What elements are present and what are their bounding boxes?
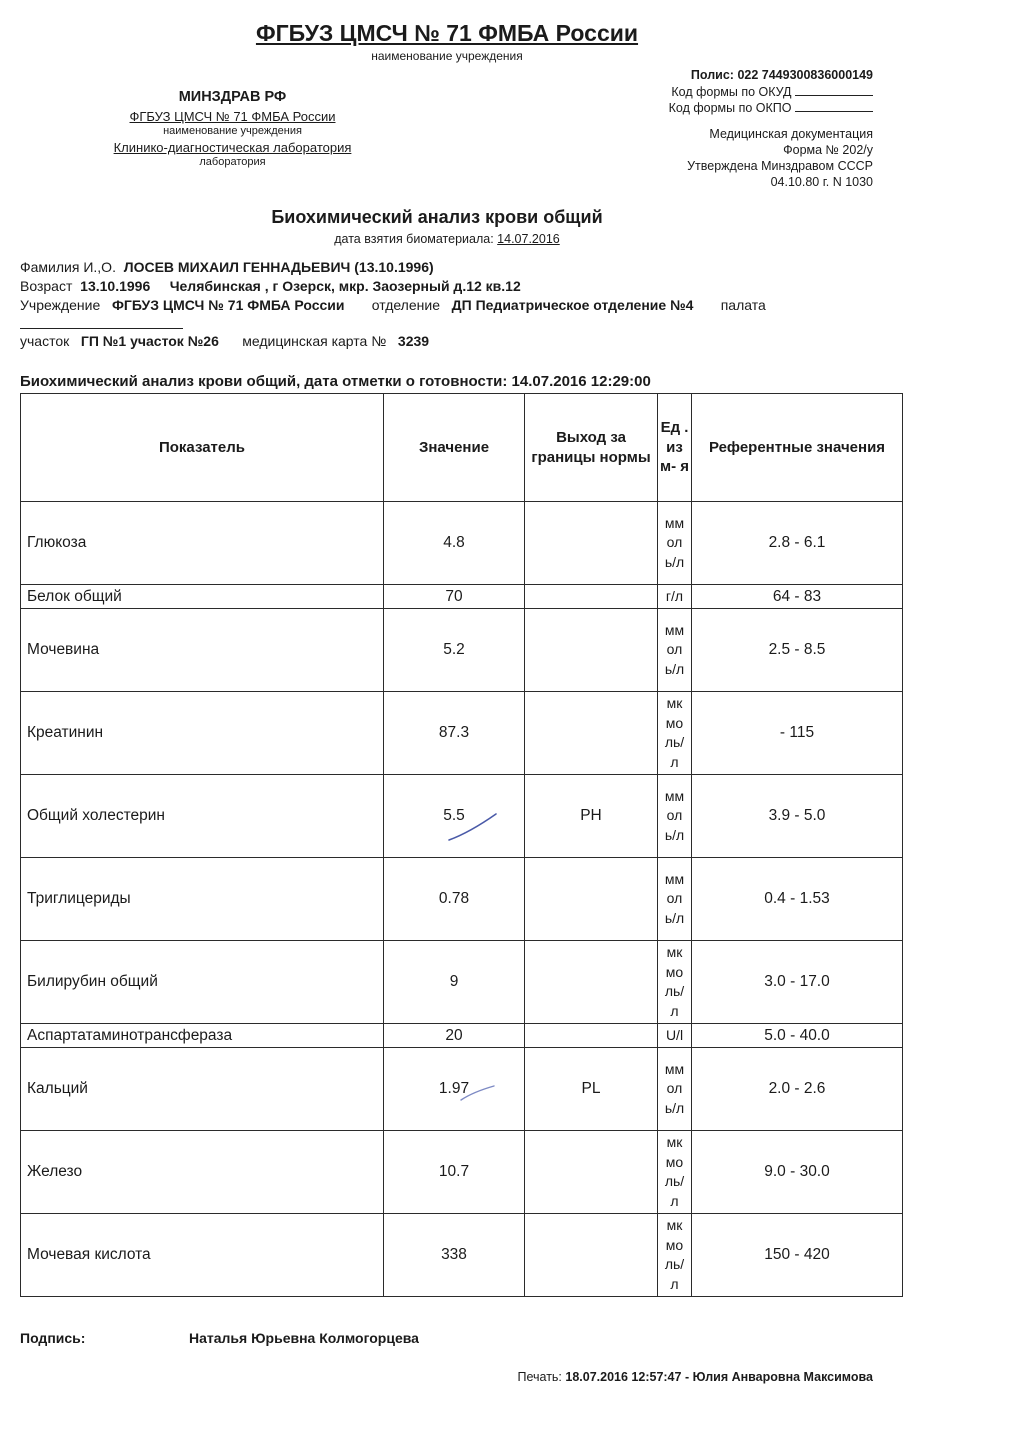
param-ref: 64 - 83 bbox=[692, 585, 903, 609]
param-unit: мк мо ль/ л bbox=[658, 941, 692, 1024]
param-value: 5.5 bbox=[384, 775, 525, 858]
param-ref: 150 - 420 bbox=[692, 1214, 903, 1297]
table-row bbox=[21, 692, 903, 775]
param-flag bbox=[525, 502, 658, 585]
param-value: 0.78 bbox=[384, 858, 525, 941]
district-line bbox=[20, 333, 429, 349]
patient-age-line bbox=[20, 278, 521, 294]
org-name-caption: наименование учреждения bbox=[163, 125, 302, 137]
param-value: 20 bbox=[384, 1024, 525, 1048]
document-title: Биохимический анализ крови общий bbox=[271, 207, 603, 227]
med-doc-label: Медицинская документация bbox=[709, 127, 873, 141]
institution-line bbox=[20, 297, 766, 313]
card-label: медицинская карта № bbox=[242, 333, 387, 349]
patient-name: ЛОСЕВ МИХАИЛ ГЕННАДЬЕВИЧ (13.10.1996) bbox=[123, 259, 434, 275]
lab-name: Клинико-диагностическая лаборатория bbox=[113, 140, 352, 155]
patient-age: 13.10.1996 bbox=[80, 278, 151, 294]
okpo-label: Код формы по ОКПО bbox=[668, 101, 792, 115]
header-unit: Ед . из м- я bbox=[658, 394, 692, 502]
param-name: Глюкоза bbox=[21, 502, 384, 585]
policy-line bbox=[691, 68, 873, 82]
param-unit: мм ол ь/л bbox=[658, 609, 692, 692]
policy-label: Полис: bbox=[690, 68, 734, 82]
param-name: Триглицериды bbox=[21, 858, 384, 941]
sample-date-line bbox=[0, 232, 894, 246]
param-name: Кальций bbox=[21, 1048, 384, 1131]
table-row bbox=[21, 1131, 903, 1214]
param-ref: 5.0 - 40.0 bbox=[692, 1024, 903, 1048]
param-flag: PH bbox=[525, 775, 658, 858]
param-flag: PL bbox=[525, 1048, 658, 1131]
institution-label: Учреждение bbox=[20, 297, 101, 313]
param-unit: мк мо ль/ л bbox=[658, 692, 692, 775]
param-value: 9 bbox=[384, 941, 525, 1024]
lab-caption: лаборатория bbox=[199, 156, 266, 168]
param-name: Железо bbox=[21, 1131, 384, 1214]
param-ref: - 115 bbox=[692, 692, 903, 775]
header-value: Значение bbox=[384, 394, 525, 502]
patient-address: Челябинская , г Озерск, мкр. Заозерный д.12 кв.12 bbox=[169, 278, 521, 294]
param-flag bbox=[525, 1131, 658, 1214]
param-value: 87.3 bbox=[384, 692, 525, 775]
table-row bbox=[21, 609, 903, 692]
param-name: Общий холестерин bbox=[21, 775, 384, 858]
param-ref: 9.0 - 30.0 bbox=[692, 1131, 903, 1214]
results-heading: Биохимический анализ крови общий, дата отметки о готовности: 14.07.2016 12:29:00 bbox=[20, 373, 651, 390]
param-value: 1.97 bbox=[384, 1048, 525, 1131]
policy-number: 022 7449300836000149 bbox=[737, 68, 873, 82]
param-name: Белок общий bbox=[21, 585, 384, 609]
header-param: Показатель bbox=[21, 394, 384, 502]
ministry-label: МИНЗДРАВ РФ bbox=[178, 89, 287, 105]
sample-date: 14.07.2016 bbox=[497, 232, 560, 246]
patient-name-label: Фамилия И.,О. bbox=[20, 259, 116, 275]
param-name: Билирубин общий bbox=[21, 941, 384, 1024]
okud-line bbox=[671, 85, 873, 99]
table-row bbox=[21, 775, 903, 858]
organization-title: ФГБУЗ ЦМСЧ № 71 ФМБА России bbox=[255, 20, 639, 46]
param-ref: 3.9 - 5.0 bbox=[692, 775, 903, 858]
ward-blank-line bbox=[20, 328, 183, 329]
param-name: Мочевина bbox=[21, 609, 384, 692]
param-unit: U/l bbox=[658, 1024, 692, 1048]
card-number: 3239 bbox=[397, 333, 430, 349]
district: ГП №1 участок №26 bbox=[80, 333, 219, 349]
param-unit: г/л bbox=[658, 585, 692, 609]
param-ref: 2.0 - 2.6 bbox=[692, 1048, 903, 1131]
district-label: участок bbox=[20, 333, 70, 349]
param-value: 70 bbox=[384, 585, 525, 609]
param-unit: мм ол ь/л bbox=[658, 858, 692, 941]
param-unit: мм ол ь/л bbox=[658, 1048, 692, 1131]
department-label: отделение bbox=[371, 297, 440, 313]
okpo-line bbox=[669, 101, 873, 115]
table-row bbox=[21, 585, 903, 609]
header-flag: Выход за границы нормы bbox=[525, 394, 658, 502]
institution: ФГБУЗ ЦМСЧ № 71 ФМБА России bbox=[111, 297, 345, 313]
table-row bbox=[21, 1048, 903, 1131]
org-name: ФГБУЗ ЦМСЧ № 71 ФМБА России bbox=[129, 109, 336, 124]
age-label: Возраст bbox=[20, 278, 73, 294]
param-flag bbox=[525, 1214, 658, 1297]
table-row bbox=[21, 858, 903, 941]
param-unit: мм ол ь/л bbox=[658, 502, 692, 585]
print-line: Печать: 18.07.2016 12:57:47 - Юлия Анваровна Максимова bbox=[517, 1370, 873, 1384]
approved-date: 04.10.80 г. N 1030 bbox=[770, 175, 873, 189]
sample-date-label: дата взятия биоматериала: bbox=[334, 232, 494, 246]
signature-name: Наталья Юрьевна Колмогорцева bbox=[189, 1330, 419, 1346]
param-unit: мк мо ль/ л bbox=[658, 1131, 692, 1214]
form-number: Форма № 202/у bbox=[783, 143, 873, 157]
okud-blank bbox=[795, 85, 873, 96]
okud-label: Код формы по ОКУД bbox=[671, 85, 792, 99]
organization-caption: наименование учреждения bbox=[371, 49, 523, 63]
table-header-row bbox=[21, 394, 903, 502]
results-table bbox=[20, 393, 903, 1297]
table-row bbox=[21, 941, 903, 1024]
param-name: Креатинин bbox=[21, 692, 384, 775]
param-flag bbox=[525, 858, 658, 941]
param-name: Аспартатаминотрансфераза bbox=[21, 1024, 384, 1048]
param-ref: 0.4 - 1.53 bbox=[692, 858, 903, 941]
department: ДП Педиатрическое отделение №4 bbox=[451, 297, 694, 313]
param-ref: 2.5 - 8.5 bbox=[692, 609, 903, 692]
param-value: 10.7 bbox=[384, 1131, 525, 1214]
param-flag bbox=[525, 692, 658, 775]
param-flag bbox=[525, 585, 658, 609]
approved-label: Утверждена Минздравом СССР bbox=[687, 159, 873, 173]
param-value: 338 bbox=[384, 1214, 525, 1297]
param-value: 5.2 bbox=[384, 609, 525, 692]
param-ref: 3.0 - 17.0 bbox=[692, 941, 903, 1024]
print-datetime: 18.07.2016 12:57:47 bbox=[565, 1370, 682, 1384]
table-row bbox=[21, 502, 903, 585]
param-flag bbox=[525, 609, 658, 692]
header-ref: Референтные значения bbox=[692, 394, 903, 502]
print-label: Печать: bbox=[517, 1370, 562, 1384]
param-unit: мк мо ль/ л bbox=[658, 1214, 692, 1297]
patient-name-line bbox=[20, 259, 434, 275]
ward-label: палата bbox=[720, 297, 766, 313]
param-flag bbox=[525, 941, 658, 1024]
table-row bbox=[21, 1024, 903, 1048]
param-value: 4.8 bbox=[384, 502, 525, 585]
param-ref: 2.8 - 6.1 bbox=[692, 502, 903, 585]
table-row bbox=[21, 1214, 903, 1297]
param-name: Мочевая кислота bbox=[21, 1214, 384, 1297]
okpo-blank bbox=[795, 101, 873, 112]
param-unit: мм ол ь/л bbox=[658, 775, 692, 858]
param-flag bbox=[525, 1024, 658, 1048]
signature-label: Подпись: bbox=[20, 1330, 86, 1346]
printed-by: Юлия Анваровна Максимова bbox=[692, 1370, 873, 1384]
